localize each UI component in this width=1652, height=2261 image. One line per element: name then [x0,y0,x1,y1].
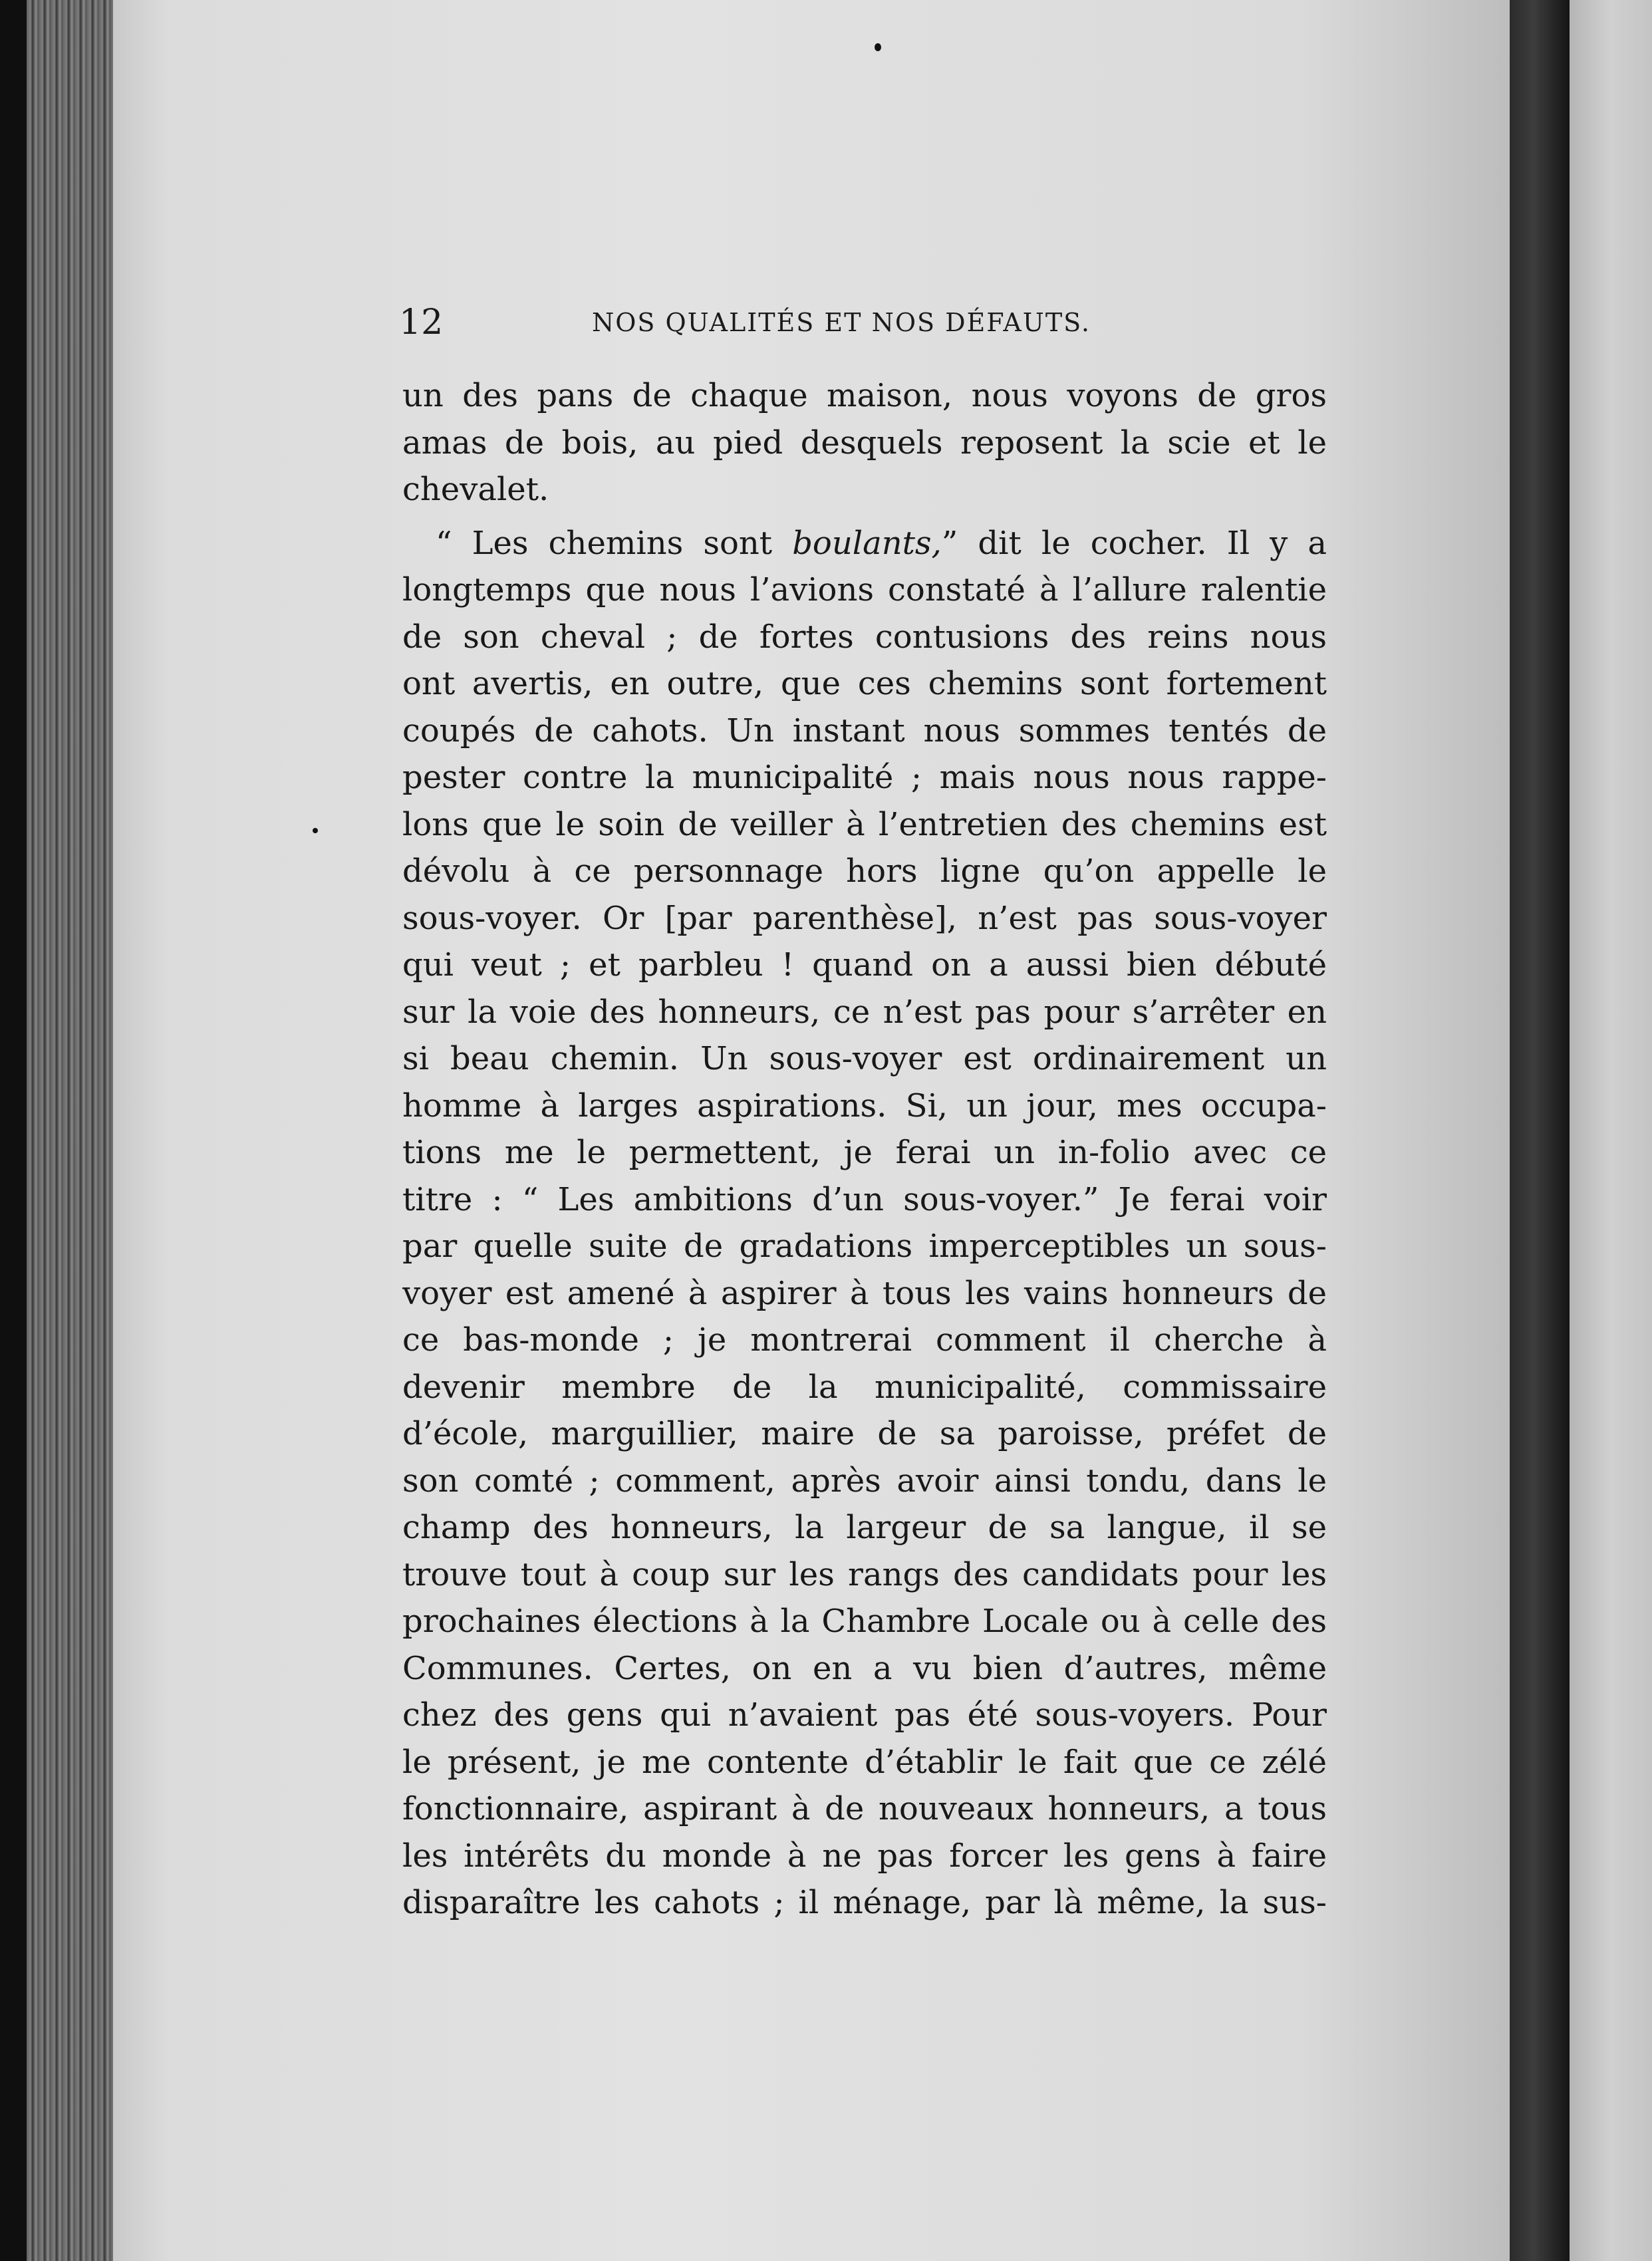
facing-page-edge [1570,0,1652,2261]
body-text [402,372,1327,1927]
text-line: Communes. Certes, on en a vu bien d’autres, même [402,1649,1327,1687]
text-line: amas de bois, au pied desquels reposent la scie et le [402,424,1327,462]
ink-speck [875,43,881,51]
text-line: de son cheval ; de fortes contusions des reins nous [402,618,1327,656]
running-title: NOS QUALITÉS ET NOS DÉFAUTS. [592,308,1091,337]
italic-word: boulants, [792,524,942,562]
page-header [399,303,1330,349]
text-line: devenir membre de la municipalité, commissaire [402,1368,1327,1406]
quote-closing: ” dit le cocher. Il y a [941,524,1327,562]
text-line [402,520,1327,567]
text-line: le présent, je me contente d’établir le fait que ce zélé [402,1743,1327,1781]
text-line: qui veut ; et parbleu ! quand on a aussi bien débuté [402,946,1327,984]
text-line: trouve tout à coup sur les rangs des candidats pour les [402,1555,1327,1593]
text-line: sous-voyer. Or [par parenthèse], n’est pas sous-voyer [402,899,1327,937]
text-line: chevalet. [402,471,549,508]
text-line: champ des honneurs, la largeur de sa langue, il se [402,1509,1327,1546]
paragraph-gap [402,513,1327,520]
book-gutter [1510,0,1570,2261]
text-line: sur la voie des honneurs, ce n’est pas pour s’arrêter en [402,993,1327,1031]
page-number: 12 [399,303,444,342]
text-line: dévolu à ce personnage hors ligne qu’on appelle le [402,853,1327,890]
text-line: un des pans de chaque maison, nous voyons de gros [402,377,1327,414]
text-line: fonctionnaire, aspirant à de nouveaux honneurs, a tous [402,1790,1327,1827]
page-stack-edges [27,0,120,2261]
text-line: si beau chemin. Un sous-voyer est ordinairement un [402,1040,1327,1077]
text-line: homme à larges aspirations. Si, un jour, mes occupa- [402,1087,1327,1125]
text-line: disparaître les cahots ; il ménage, par là même, la sus- [402,1884,1327,1921]
text-line: son comté ; comment, après avoir ainsi tondu, dans le [402,1462,1327,1500]
text-line: ce bas-monde ; je montrerai comment il cherche à [402,1321,1327,1359]
quote-opening: “ Les chemins sont [436,524,793,562]
text-line: voyer est amené à aspirer à tous les vains honneurs de [402,1274,1327,1312]
text-line: d’école, marguillier, maire de sa paroisse, préfet de [402,1415,1327,1452]
text-line: les intérêts du monde à ne pas forcer les gens à faire [402,1837,1327,1875]
text-line: lons que le soin de veiller à l’entretien des chemins est [402,805,1327,843]
text-line: titre : “ Les ambitions d’un sous-voyer.” Je ferai voir [402,1180,1327,1218]
text-line: coupés de cahots. Un instant nous sommes tentés de [402,712,1327,749]
text-line: par quelle suite de gradations imperceptibles un sous- [402,1228,1327,1265]
text-line: pester contre la municipalité ; mais nous nous rappe- [402,759,1327,796]
text-line: prochaines élections à la Chambre Locale ou à celle des [402,1603,1327,1640]
text-line: longtemps que nous l’avions constaté à l’allure ralentie [402,571,1327,608]
text-line: chez des gens qui n’avaient pas été sous-voyers. Pour [402,1696,1327,1734]
text-line: tions me le permettent, je ferai un in-folio avec ce [402,1134,1327,1171]
ink-speck [313,828,318,833]
text-line: ont avertis, en outre, que ces chemins sont fortement [402,665,1327,702]
